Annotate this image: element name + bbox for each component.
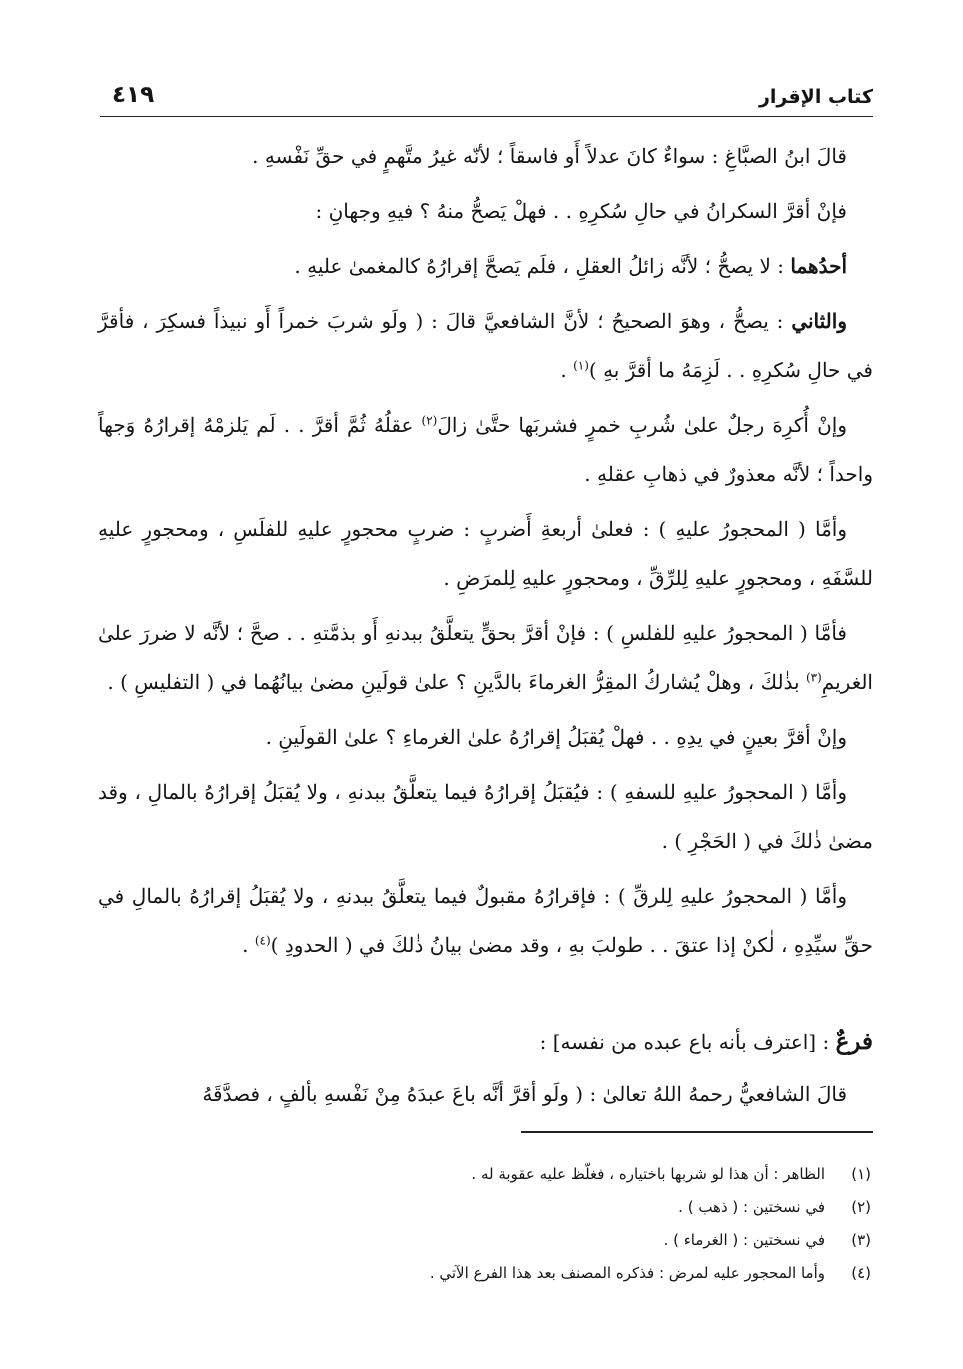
paragraph: قالَ الشافعيُّ رحمهُ اللهُ تعالىٰ : ( ولَو أقرَّ أنَّه باعَ عبدَهُ مِنْ نَفْسهِ بألفٍ ، فصدَّقَهُ: [202, 1082, 847, 1106]
footnote-ref: (٢): [421, 413, 438, 428]
paragraph: وإنْ أقرَّ بعينٍ في يدِهِ . . فهلْ يُقبَلُ إقرارُهُ علىٰ الغرماءِ ؟ علىٰ القولَينِ .: [265, 725, 847, 749]
branch-title: : [اعترف بأنه باع عبده من نفسه] :: [539, 1030, 836, 1054]
footnote: [98, 1158, 871, 1191]
footnote-text: وأما المحجور عليه لمرض : فذكره المصنف بعد هذا الفرع الآتي .: [429, 1264, 825, 1282]
footnote: [98, 1257, 871, 1290]
paragraph: وأمَّا ( المحجورُ عليهِ ) : فعلىٰ أربعةِ أَضربٍ : ضربٍ محجورٍ عليهِ للفلَسِ ، ومحجورٍ عليهِ للسَّفَهِ ، ومحجورٍ عليهِ لِلرِّقِّ ، ومحجورٍ عليهِ لِلمرَضِ .: [98, 517, 873, 590]
footnote-text: في نسختين : ( الغرماء ) .: [663, 1231, 825, 1249]
book-title: كتاب الإقرار: [758, 86, 873, 108]
paragraph-lead: أحدُهما: [790, 254, 847, 278]
footnote-text: الظاهر : أن هذا لو شربها باختياره ، فغلّظ عليه عقوبة له .: [471, 1165, 825, 1183]
branch-heading: [98, 1020, 873, 1064]
branch-label: فرعٌ: [835, 1028, 873, 1055]
footnote-number: (١): [851, 1165, 871, 1183]
footnote-text: في نسختين : ( ذهب ) .: [678, 1198, 825, 1216]
paragraph: والثاني : يصحُّ ، وهوَ الصحيحُ ؛ لأنَّ الشافعيَّ قالَ : ( ولَو شربَ خمراً أَو نبيذاً فسكِرَ ، فأقرَّ في حالِ سُكرِهِ . . لَزِمَهُ ما أقرَّ بهِ )$^{(١)}$ .: [98, 309, 873, 382]
footnote: [98, 1224, 871, 1257]
running-header: [100, 80, 873, 117]
footnotes: [98, 1158, 871, 1290]
footnote-ref: (٣): [805, 670, 822, 685]
main-text: [98, 132, 873, 976]
footnote-number: (٣): [851, 1231, 871, 1249]
footnote-ref: (١): [573, 358, 589, 373]
page-number: ٤١٩: [112, 82, 155, 108]
footnote-ref: (٤): [254, 933, 271, 948]
paragraph: أحدُهما : لا يصحُّ ؛ لأنَّه زائلُ العقلِ ، فلَم يَصحَّ إقرارُهُ كالمغمىٰ عليهِ .: [294, 254, 847, 278]
footnote-number: (٢): [851, 1198, 871, 1216]
paragraph: وأمَّا ( المحجورُ عليهِ لِلرقِّ ) : فإقرارُهُ مقبولٌ فيما يتعلَّقُ ببدنهِ ، ولا يُقبَلُ إقرارُهُ بالمالِ في حقِّ سيِّدِهِ ، لٰكنْ إذا عتقَ . . طولبَ بهِ ، وقد مضىٰ بيانُ ذٰلكَ في ( الحدودِ )$^{(٤)}$ .: [98, 884, 873, 957]
paragraph: فإنْ أقرَّ السكرانُ في حالِ سُكرِهِ . . فهلْ يَصحُّ منهُ ؟ فيهِ وجهانِ :: [315, 199, 847, 223]
paragraph: فأمَّا ( المحجورُ عليهِ للفلسِ ) : فإنْ أقرَّ بحقٍّ يتعلَّقُ ببدنهِ أَو بذمَّتهِ . . صحَّ ؛ لأنَّه لا ضررَ علىٰ الغريمِ$^{(٣)}$ بذٰلكَ ، وهلْ يُشاركُ المقِرُّ الغرماءَ بالدَّينِ ؟ علىٰ قولَينِ مضىٰ بيانُهُما في ( التفليسِ ) .: [98, 621, 873, 694]
footnote: [98, 1191, 871, 1224]
paragraph: وأمَّا ( المحجورُ عليهِ للسفهِ ) : فيُقبَلُ إقرارُهُ فيما يتعلَّقُ ببدنهِ ، ولا يُقبَلُ إقرارُهُ بالمالِ ، وقد مضىٰ ذٰلكَ في ( الحَجْرِ ) .: [98, 780, 873, 853]
footnote-separator: [521, 1131, 873, 1133]
paragraph: قالَ ابنُ الصبَّاغِ : سواءٌ كانَ عدلاً أَو فاسقاً ؛ لأنّه غيرُ متَّهمٍ في حقِّ نَفْسهِ .: [252, 144, 847, 168]
paragraph-lead: والثاني: [791, 309, 847, 333]
footnote-number: (٤): [851, 1264, 871, 1282]
paragraph: وإنْ أُكرِهَ رجلٌ علىٰ شُربِ خمرٍ فشربَها حتَّىٰ زالَ$^{(٢)}$ عقلُهُ ثُمَّ أقرَّ . . لَم يَلزمْهُ إقرارُهُ وَجهاً واحداً ؛ لأنَّه معذورٌ في ذهابِ عقلهِ .: [98, 413, 873, 486]
